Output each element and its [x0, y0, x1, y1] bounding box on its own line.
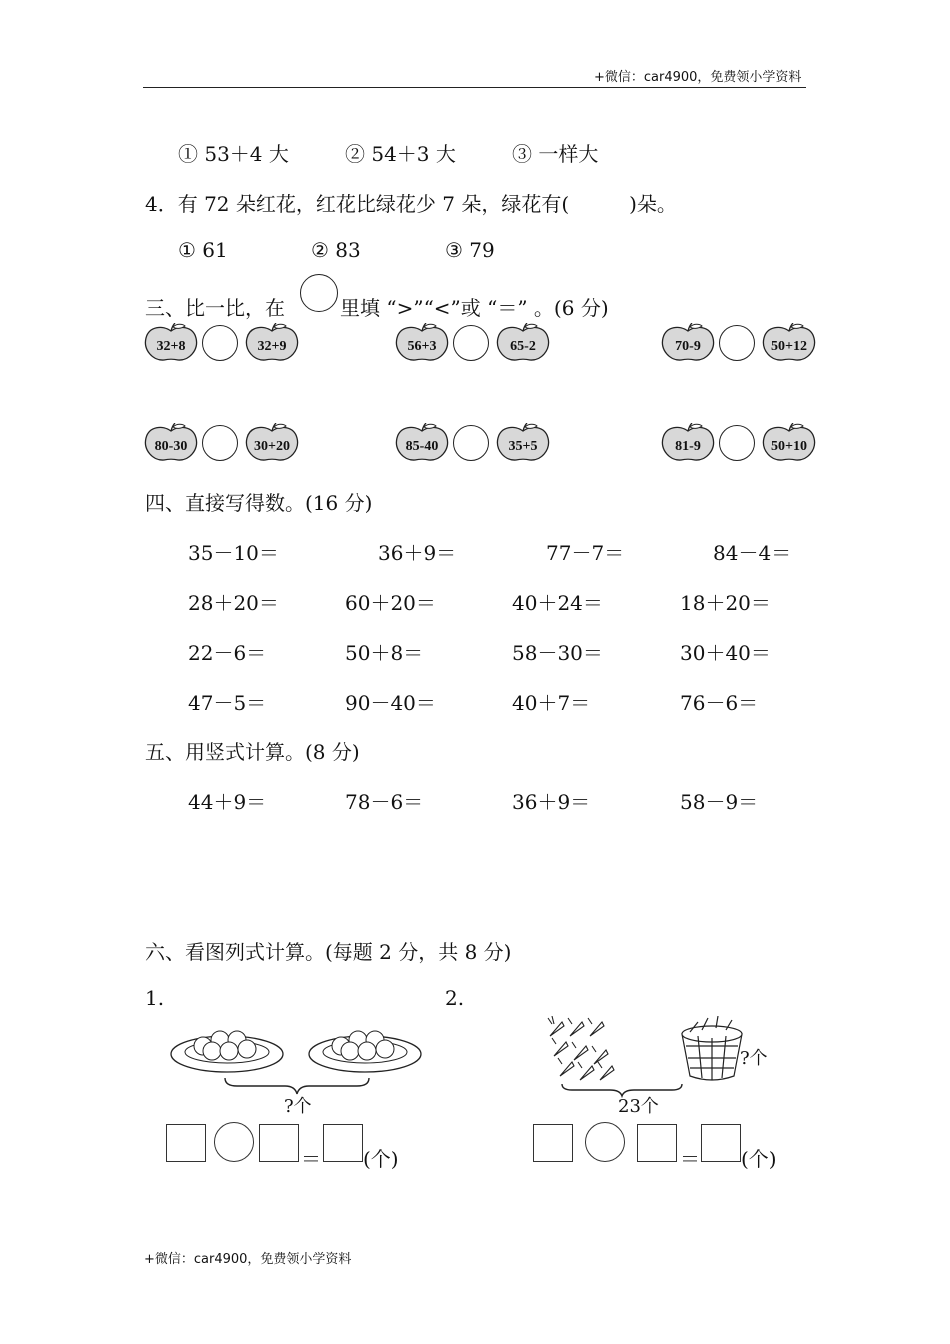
apple-expression: 56+3	[407, 339, 437, 354]
answer-box[interactable]	[701, 1124, 741, 1162]
equals-sign: ＝	[680, 1147, 700, 1171]
problem1-number: 1.	[145, 986, 165, 1010]
apple-expression: 81-9	[675, 439, 701, 454]
calc-item: 35－10＝	[188, 541, 279, 565]
calc-item: 76－6＝	[680, 691, 759, 715]
answer-box[interactable]	[259, 1124, 299, 1162]
apple-left	[394, 423, 450, 463]
apple-icon	[394, 423, 450, 463]
apple-expression: 85-40	[405, 439, 439, 454]
calc-item: 60＋20＝	[345, 591, 436, 615]
apple-expression: 35+5	[508, 439, 538, 454]
comparison-circle[interactable]	[453, 425, 489, 461]
apple-icon	[143, 423, 199, 463]
apple-icon	[244, 323, 300, 363]
comparison-circle[interactable]	[202, 425, 238, 461]
apple-right	[761, 323, 817, 363]
comparison-circle[interactable]	[202, 325, 238, 361]
q3-option-1: ① 53＋4 大	[178, 142, 289, 166]
operator-circle[interactable]	[214, 1122, 254, 1162]
calc-item: 22－6＝	[188, 641, 267, 665]
apple-expression: 80-30	[154, 439, 188, 454]
apple-expression: 50+12	[771, 339, 807, 354]
apple-expression: 50+10	[771, 439, 807, 454]
apple-left	[394, 323, 450, 363]
q4-question: 4．有 72 朵红花，红花比绿花少 7 朵，绿花有( )朵。	[145, 192, 677, 216]
apple-left	[143, 323, 199, 363]
answer-box[interactable]	[637, 1124, 677, 1162]
section4-title: 四、直接写得数。(16 分)	[145, 491, 373, 515]
plate-right-icon	[309, 1031, 421, 1072]
apple-expression: 32+9	[257, 339, 287, 354]
apple-right	[495, 323, 551, 363]
q4-option-3: ③ 79	[445, 238, 495, 262]
basket-icon	[682, 1016, 742, 1080]
apple-expression: 30+20	[254, 439, 290, 454]
calc-item: 90－40＝	[345, 691, 436, 715]
comparison-circle[interactable]	[453, 325, 489, 361]
plate-left-icon	[171, 1031, 283, 1072]
answer-circle-icon	[300, 274, 338, 312]
footer-watermark: +微信：car4900，免费领小学资料	[144, 1252, 352, 1267]
comparison-circle[interactable]	[719, 425, 755, 461]
equals-sign: ＝	[301, 1147, 321, 1171]
calc-item: 58－30＝	[512, 641, 603, 665]
problem1-brace-label: ?个	[284, 1096, 312, 1117]
apple-right	[244, 423, 300, 463]
apple-icon	[660, 323, 716, 363]
calc-item: 36＋9＝	[378, 541, 457, 565]
apple-icon	[495, 423, 551, 463]
calc-item: 84－4＝	[713, 541, 792, 565]
section3-title-a: 三、比一比，在	[145, 296, 285, 320]
apple-icon	[761, 323, 817, 363]
apple-icon	[495, 323, 551, 363]
answer-box[interactable]	[323, 1124, 363, 1162]
section6-title: 六、看图列式计算。(每题 2 分，共 8 分)	[145, 940, 512, 964]
comparison-circle[interactable]	[719, 325, 755, 361]
carrot-icon	[548, 1016, 614, 1080]
apple-left	[143, 423, 199, 463]
calc-item: 30＋40＝	[680, 641, 771, 665]
calc-item: 28＋20＝	[188, 591, 279, 615]
apple-expression: 32+8	[156, 339, 186, 354]
basket-label: ?个	[740, 1048, 768, 1069]
q4-option-1: ① 61	[178, 238, 228, 262]
apple-left	[660, 323, 716, 363]
apple-icon	[143, 323, 199, 363]
calc-item: 50＋8＝	[345, 641, 424, 665]
carrots-basket-illustration	[540, 1016, 770, 1098]
section3-title-b: 里填 “>”“<”或 “＝” 。(6 分)	[340, 296, 609, 320]
problem2-brace-label: 23个	[618, 1096, 659, 1117]
unit-label: (个)	[741, 1147, 777, 1171]
apple-plates-illustration	[165, 1020, 430, 1100]
calc-item: 40＋7＝	[512, 691, 591, 715]
calc-item: 47－5＝	[188, 691, 267, 715]
vertical-calc-item: 58－9＝	[680, 790, 759, 814]
apple-right	[761, 423, 817, 463]
q4-option-2: ② 83	[311, 238, 361, 262]
calc-item: 18＋20＝	[680, 591, 771, 615]
apple-expression: 65-2	[510, 339, 536, 354]
vertical-calc-item: 44＋9＝	[188, 790, 267, 814]
header-rule	[143, 87, 806, 88]
header-watermark: +微信：car4900，免费领小学资料	[594, 70, 802, 85]
unit-label: (个)	[363, 1147, 399, 1171]
apple-icon	[660, 423, 716, 463]
calc-item: 77－7＝	[546, 541, 625, 565]
q3-option-3: ③ 一样大	[512, 142, 599, 166]
apple-right	[244, 323, 300, 363]
problem2-number: 2.	[445, 986, 465, 1010]
vertical-calc-item: 78－6＝	[345, 790, 424, 814]
calc-item: 40＋24＝	[512, 591, 603, 615]
apple-icon	[761, 423, 817, 463]
vertical-calc-item: 36＋9＝	[512, 790, 591, 814]
apple-icon	[394, 323, 450, 363]
operator-circle[interactable]	[585, 1122, 625, 1162]
section5-title: 五、用竖式计算。(8 分)	[145, 740, 360, 764]
answer-box[interactable]	[166, 1124, 206, 1162]
q3-option-2: ② 54＋3 大	[345, 142, 456, 166]
apple-right	[495, 423, 551, 463]
apple-expression: 70-9	[675, 339, 701, 354]
apple-icon	[244, 423, 300, 463]
answer-box[interactable]	[533, 1124, 573, 1162]
apple-left	[660, 423, 716, 463]
